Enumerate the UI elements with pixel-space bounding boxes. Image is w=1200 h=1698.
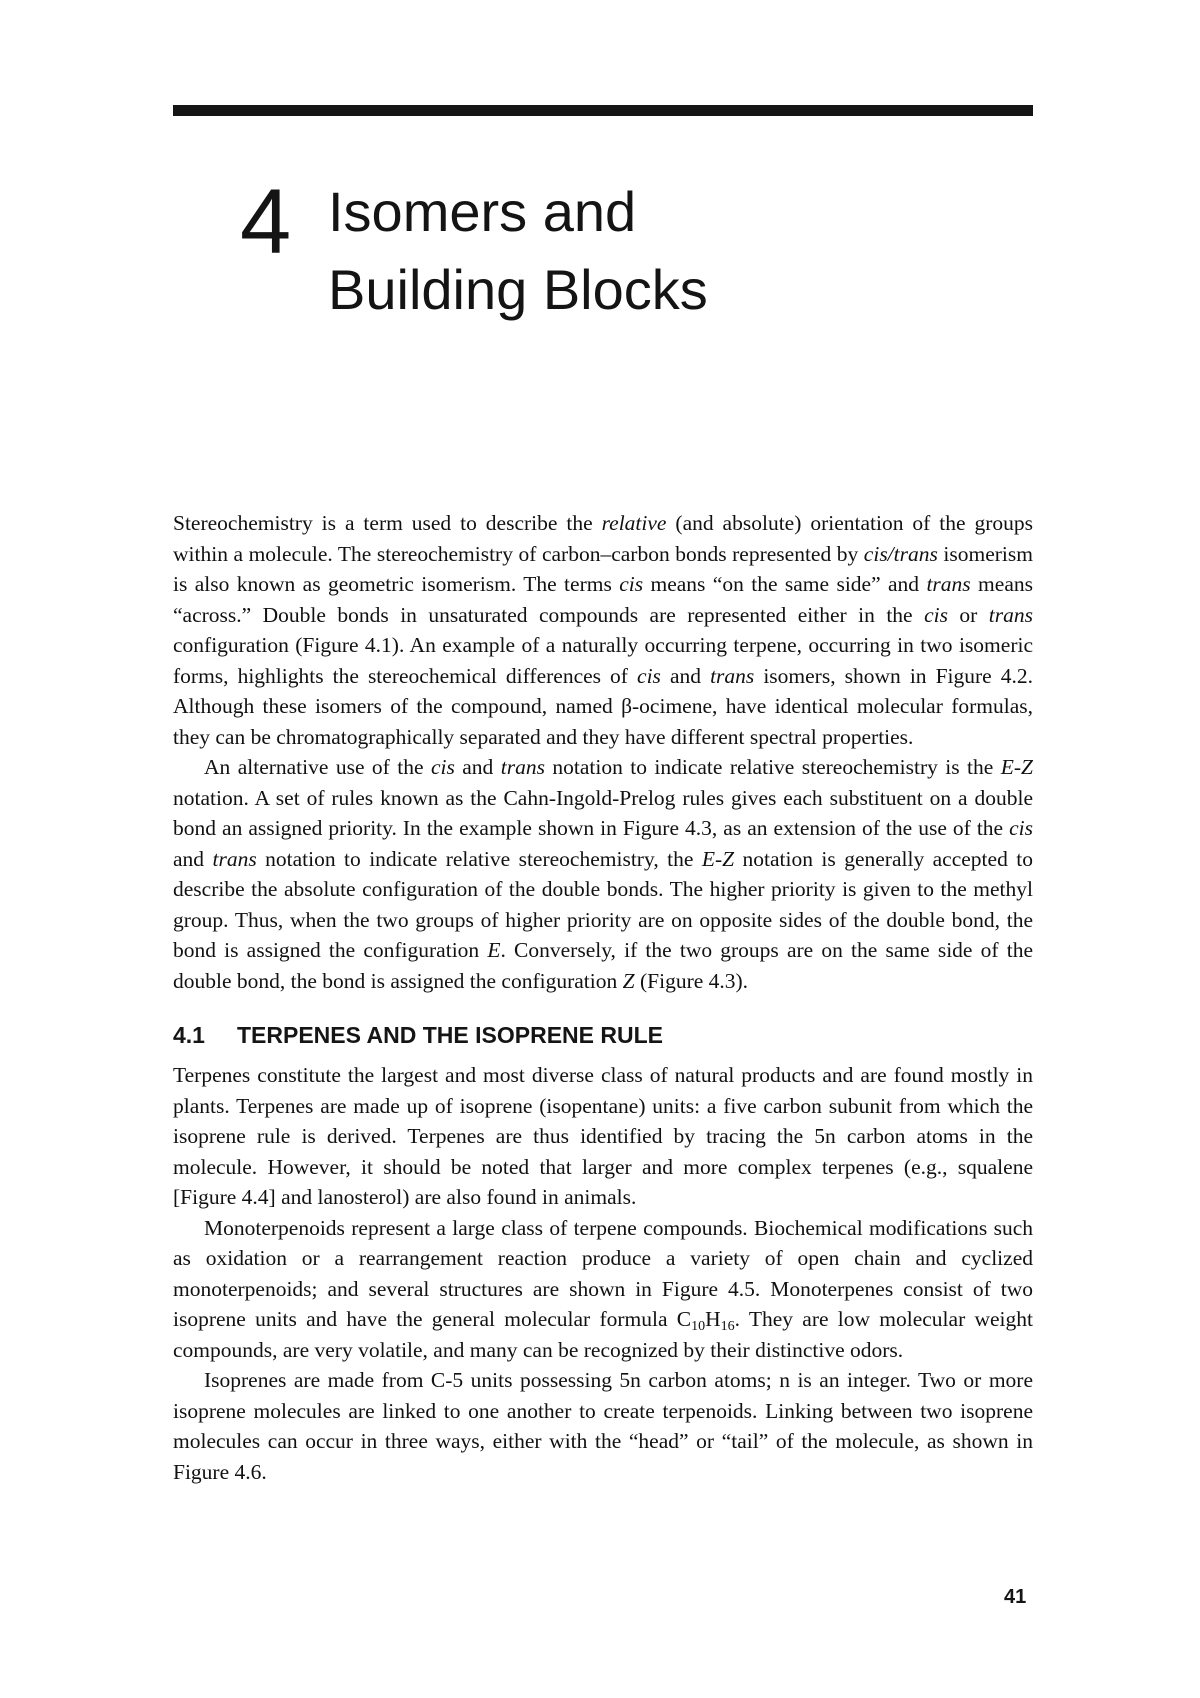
section-paragraph-1: Terpenes constitute the largest and most diverse class of natural products and are found mostly in plants. Terpenes are made up of isoprene (isopentane) units: a five carbon subunit from which the isoprene rule is derived. Terpenes are thus identified by tracing the 5n carbon atoms in the molecule. However, it should be noted that larger and more complex terpenes (e.g., squalene [Figure 4.4] and lanosterol) are also found in animals. bbox=[173, 1063, 1033, 1209]
section-heading bbox=[173, 1020, 1033, 1050]
chapter-number: 4 bbox=[240, 171, 292, 273]
intro-paragraph-1: Stereochemistry is a term used to describe the relative (and absolute) orientation of the groups within a molecule. The stereochemistry of carbon–carbon bonds represented by cis/trans isomerism is also known as geometric isomerism. The terms cis means “on the same side” and trans means “across.” Double bonds in unsaturated compounds are represented either in the cis or trans configuration (Figure 4.1). An example of a naturally occurring terpene, occurring in two isomeric forms, highlights the stereochemical differences of cis and trans isomers, shown in Figure 4.2. Although these isomers of the compound, named β-ocimene, have identical molecular formulas, they can be chromatographically separated and they have different spectral properties. bbox=[173, 511, 1034, 749]
chapter-title-line-1: Isomers and bbox=[328, 180, 637, 243]
section-number: 4.1 bbox=[173, 1022, 205, 1048]
chapter-top-rule bbox=[173, 105, 1033, 116]
section-title: TERPENES AND THE ISOPRENE RULE bbox=[237, 1022, 663, 1048]
chapter-heading bbox=[173, 116, 1033, 356]
chapter-title bbox=[328, 173, 708, 329]
intro-paragraph-2: An alternative use of the cis and trans notation to indicate relative stereochemistry is the E-Z notation. A set of rules known as the Cahn-Ingold-Prelog rules gives each substituent on a double bond an assigned priority. In the example shown in Figure 4.3, as an extension of the use of the cis and trans notation to indicate relative stereochemistry, the E-Z notation is generally accepted to describe the absolute configuration of the double bonds. The higher priority is given to the methyl group. Thus, when the two groups of higher priority are on opposite sides of the double bond, the bond is assigned the configuration E. Conversely, if the two groups are on the same side of the double bond, the bond is assigned the configuration Z (Figure 4.3). bbox=[173, 755, 1033, 993]
book-page bbox=[173, 105, 1033, 1487]
section-paragraph-3: Isoprenes are made from C-5 units possessing 5n carbon atoms; n is an integer. Two or more isoprene molecules are linked to one another to create terpenoids. Linking between two isoprene molecules can occur in three ways, either with the “head” or “tail” of the molecule, as shown in Figure 4.6. bbox=[173, 1368, 1033, 1484]
page-number: 41 bbox=[1004, 1586, 1027, 1608]
chapter-body bbox=[173, 508, 1033, 1487]
section-paragraph-2: Monoterpenoids represent a large class of terpene compounds. Biochemical modifications such as oxidation or a rearrangement reaction produce a variety of open chain and cyclized monoterpenoids; and several structures are shown in Figure 4.5. Monoterpenes consist of two isoprene units and have the general molecular formula $C_{10}H_{16}$. They are low molecular weight compounds, are very volatile, and many can be recognized by their distinctive odors. bbox=[173, 1215, 1033, 1362]
chapter-title-line-2: Building Blocks bbox=[328, 258, 708, 321]
